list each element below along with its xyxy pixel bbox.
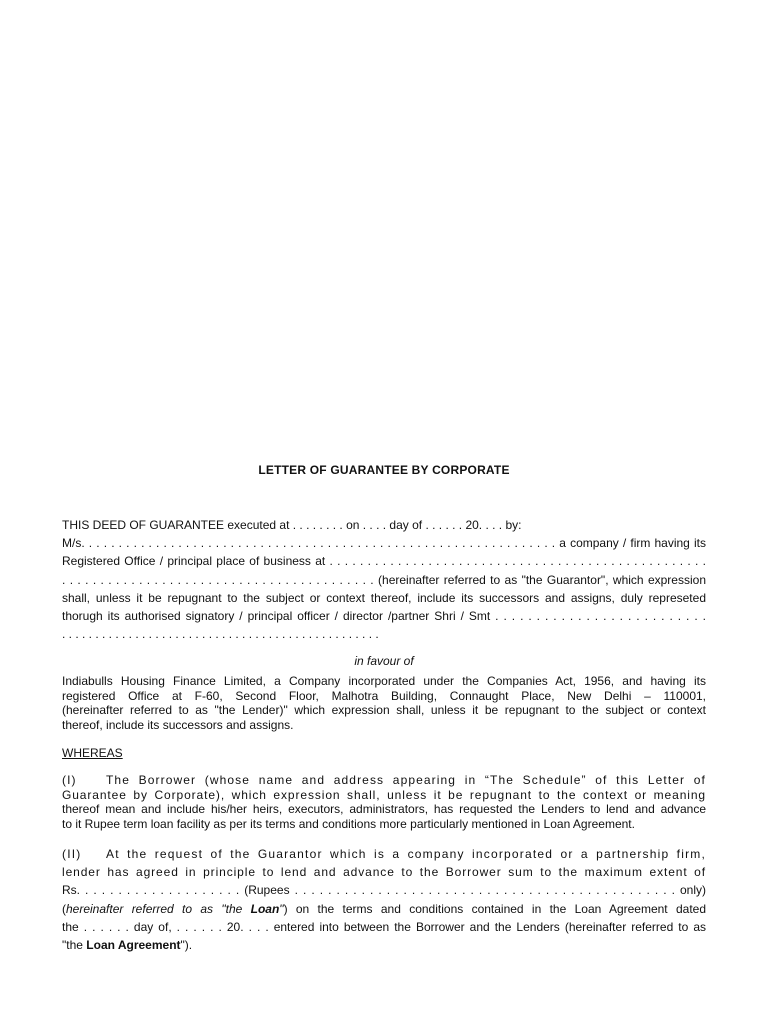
deed-line-4 bbox=[62, 571, 706, 589]
clause-1-line-1 bbox=[62, 773, 706, 788]
clause-2-line-5: the . . . . . . day of, . . . . . . 20. . . . entered into between the Borrower and the Lenders (hereinafter referred to as bbox=[62, 919, 706, 934]
clause-2-line-6-open: "the bbox=[62, 937, 87, 952]
deed-line-6 bbox=[62, 607, 706, 625]
clause-2-number: (II) bbox=[62, 847, 82, 861]
clause-2-line-6-close: "). bbox=[180, 937, 193, 952]
clause-1 bbox=[62, 773, 706, 831]
deed-line-2 bbox=[62, 534, 706, 552]
clause-2-line-3-text: Rs. . . . . . . . . . . . . . . . . . . . (Rupees . . . . . . . . . . . . . . . . . . . . . . . . . . . . . . . . . . . . . . . . . . . . . . bbox=[62, 883, 675, 898]
clause-1-line-3: thereof mean and include his/her heirs, executors, administrators, has requested the Lenders to lend and advance bbox=[62, 802, 706, 817]
deed-line-7: . . . . . . . . . . . . . . . . . . . . . . . . . . . . . . . . . . . . . . . . . . . . . . . . bbox=[62, 627, 379, 642]
deed-line-1: THIS DEED OF GUARANTEE executed at . . . . . . . . on . . . . day of . . . . . . 20. . . . by: bbox=[62, 518, 522, 532]
deed-paragraph bbox=[62, 516, 706, 643]
clause-2-line-4-italic bbox=[66, 902, 284, 916]
clause-1-line-2: Guarantee by Corporate), which expression shall, unless it be repugnant to the context or meaning bbox=[62, 787, 706, 802]
deed-line-3-text: Registered Office / principal place of business at . . . . . . . . . . . . . . . . . . . . . . . . . . . . . . . . . . . . . . . . bbox=[62, 554, 630, 569]
clause-2-line-4-open: ( bbox=[62, 901, 66, 916]
clause-1-line-1-text: The Borrower (whose name and address appearing in “The Schedule” of this Letter of bbox=[106, 773, 706, 787]
clause-2-line-4-text: ) on the terms and conditions contained in the Loan Agreement dated bbox=[283, 901, 706, 916]
clause-2-loan-agreement-term: Loan Agreement bbox=[86, 937, 181, 952]
clause-1-line-4: to it Rupee term loan facility as per its terms and conditions more particularly mentioned in Loan Agreement. bbox=[62, 816, 635, 831]
clause-2 bbox=[62, 845, 706, 954]
clause-2-line-6 bbox=[62, 936, 706, 954]
deed-line-4-text: (hereinafter referred to as "the Guarantor", which expression bbox=[378, 572, 706, 587]
in-favour-of-heading: in favour of bbox=[354, 654, 414, 668]
lender-line-4: thereof, include its successors and assigns. bbox=[62, 717, 294, 732]
deed-line-5: shall, unless it be repugnant to the subject or context thereof, include its successors and assigns, duly represeted bbox=[62, 590, 706, 605]
lender-paragraph bbox=[62, 674, 706, 732]
deed-line-6-dots: . . . . . . . . . . . . . . . . . . . . . . . . . bbox=[503, 608, 706, 623]
deed-line-6-text: thorugh its authorised signatory / principal officer / director /partner Shri / Smt . bbox=[62, 608, 499, 623]
clause-2-line-4-italic-text: hereinafter referred to as "the bbox=[66, 901, 251, 916]
lender-line-3: (hereinafter referred to as "the Lender)" which expression shall, unless it be repugnant to the subject or context bbox=[62, 703, 706, 718]
deed-line-2-dots: M/s. . . . . . . . . . . . . . . . . . . . . . . . . . . . . . . . . . . . . . . . . . . . . . . . . . . . . . . . . . . . . . . . bbox=[62, 536, 556, 551]
clause-2-line-1 bbox=[62, 845, 706, 863]
document-title: LETTER OF GUARANTEE BY CORPORATE bbox=[258, 463, 510, 477]
whereas-heading: WHEREAS bbox=[62, 746, 123, 760]
clause-1-number: (I) bbox=[62, 773, 77, 787]
deed-line-3-dots: . . . . . . . . . . bbox=[634, 554, 706, 569]
deed-line-3 bbox=[62, 552, 706, 570]
clause-2-line-4 bbox=[62, 900, 706, 918]
deed-line-4-dots: . . . . . . . . . . . . . . . . . . . . . . . . . . . . . . . . . . . . . . . . . bbox=[62, 572, 374, 587]
clause-2-loan-term: Loan bbox=[250, 901, 280, 916]
clause-2-line-1-text: At the request of the Guarantor which is a company incorporated or a partnership firm, bbox=[106, 847, 706, 861]
deed-line-2-text: a company / firm having its bbox=[559, 536, 706, 551]
clause-2-line-4-quote: " bbox=[279, 901, 284, 916]
clause-2-line-3 bbox=[62, 881, 706, 899]
clause-2-line-3-end: only) bbox=[679, 883, 706, 898]
lender-line-2: registered Office at F-60, Second Floor, Malhotra Building, Connaught Place, New Delhi – 110001, bbox=[62, 688, 706, 703]
clause-2-line-2: lender has agreed in principle to lend and advance to the Borrower sum to the maximum extent of bbox=[62, 865, 706, 880]
lender-line-1: Indiabulls Housing Finance Limited, a Company incorporated under the Companies Act, 1956, and having its bbox=[62, 674, 706, 688]
